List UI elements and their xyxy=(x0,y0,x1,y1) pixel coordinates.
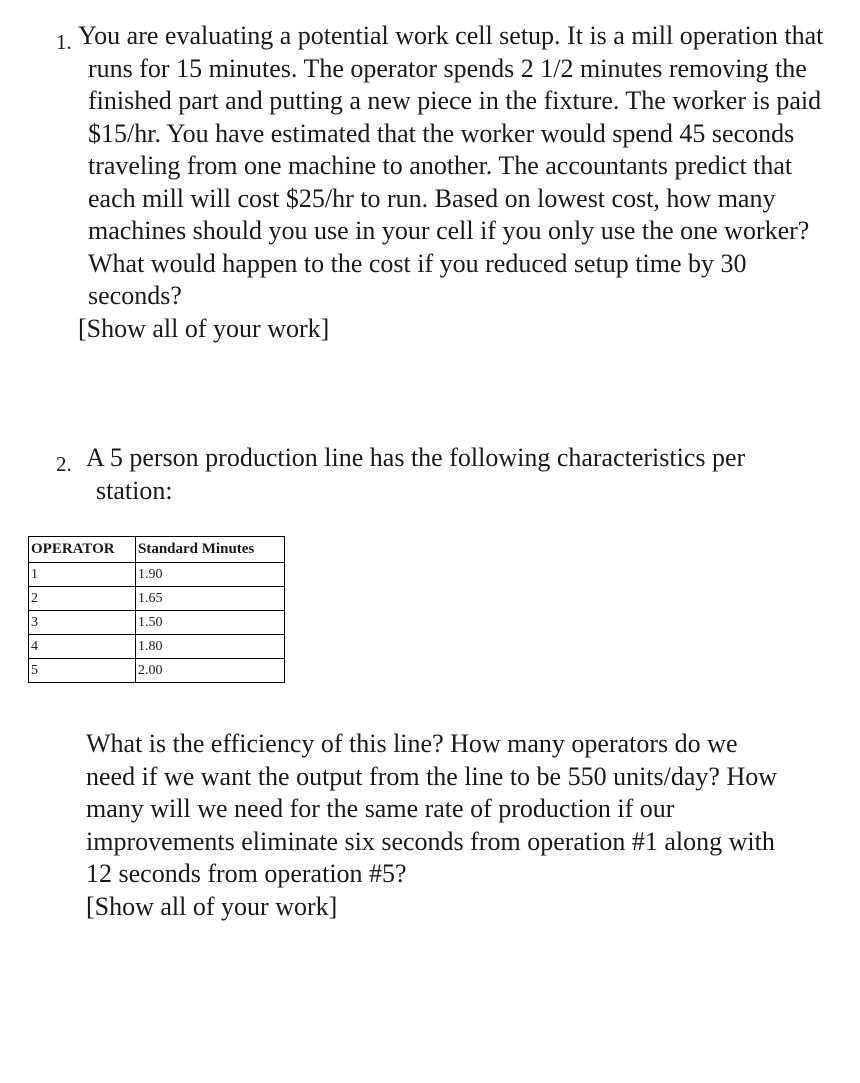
operator-cell: 5 xyxy=(29,659,136,683)
table-row xyxy=(29,587,285,611)
question-2-followup xyxy=(86,728,786,923)
question-1 xyxy=(56,20,826,345)
minutes-cell: 1.65 xyxy=(136,587,285,611)
column-header-operator: OPERATOR xyxy=(29,537,136,563)
operator-cell: 4 xyxy=(29,635,136,659)
operator-cell: 3 xyxy=(29,611,136,635)
question-1-text: You are evaluating a potential work cell setup. It is a mill operation that runs for 15 minutes. The operator spends 2 1/2 minutes removing the finished part and putting a new piece in the fixture. The worker is paid $15/hr. You have estimated that the worker would spend 45 seconds traveling from one machine to another. The accountants predict that each mill will cost $25/hr to run. Based on lowest cost, how many machines should you use in your cell if you only use the one worker? What would happen to the cost if you reduced setup time by 30 seconds? xyxy=(78,21,824,310)
question-2-instruction: [Show all of your work] xyxy=(86,891,338,921)
question-2-number: 2. xyxy=(56,452,72,476)
column-header-standard-minutes: Standard Minutes xyxy=(136,537,285,563)
question-2-intro-block xyxy=(86,442,826,507)
operator-cell: 1 xyxy=(29,563,136,587)
operator-cell: 2 xyxy=(29,587,136,611)
table-row xyxy=(29,635,285,659)
question-2-intro: A 5 person production line has the following characteristics per station: xyxy=(86,443,746,505)
question-1-number: 1. xyxy=(56,30,72,54)
minutes-cell: 1.50 xyxy=(136,611,285,635)
table-header-row xyxy=(29,537,285,563)
table-row xyxy=(29,563,285,587)
question-2 xyxy=(56,442,826,507)
minutes-cell: 1.80 xyxy=(136,635,285,659)
minutes-cell: 2.00 xyxy=(136,659,285,683)
table-row xyxy=(29,611,285,635)
question-1-instruction: [Show all of your work] xyxy=(78,313,330,343)
question-1-body xyxy=(78,20,826,345)
table-row xyxy=(29,659,285,683)
question-2-followup-text: What is the efficiency of this line? How many operators do we need if we want the output from the line to be 550 units/day? How many will we need for the same rate of production if our improvements eliminate six seconds from operation #1 along with 12 seconds from operation #5? xyxy=(86,729,778,888)
operator-table xyxy=(28,536,285,683)
minutes-cell: 1.90 xyxy=(136,563,285,587)
